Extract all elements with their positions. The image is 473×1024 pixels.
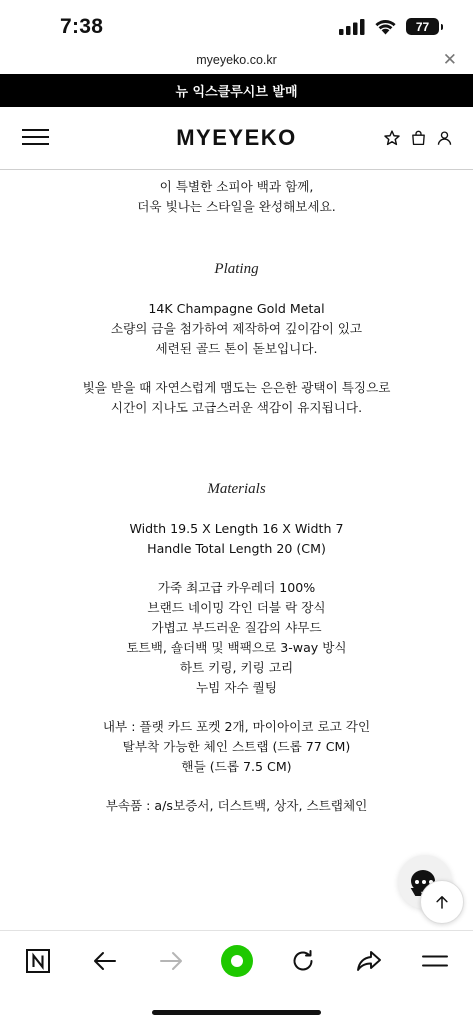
interior-line: 핸들 (드롭 7.5 CM): [181, 759, 292, 774]
arrow-up-icon: [433, 893, 451, 911]
back-arrow-icon[interactable]: [89, 945, 121, 977]
plating-line: 14K Champagne Gold Metal: [148, 301, 325, 316]
plating-line: 시간이 지나도 고급스러운 색감이 유지됩니다.: [110, 400, 363, 415]
site-logo[interactable]: MYEYEKO: [176, 125, 297, 150]
materials-heading: Materials: [207, 481, 266, 497]
product-description: [0, 170, 473, 930]
feature-line: 가볍고 부드러운 질감의 샤무드: [151, 620, 322, 635]
cellular-signal-icon: [339, 19, 365, 35]
header-icons: [383, 129, 453, 147]
naver-n-icon[interactable]: [22, 945, 54, 977]
size-line: Width 19.5 X Length 16 X Width 7: [129, 521, 344, 536]
plating-heading: Plating: [214, 261, 259, 277]
intro-line: 더욱 빛나는 스타일을 완성해보세요.: [137, 199, 336, 214]
accessories-line: 부속품 : a/s보증서, 더스트백, 상자, 스트랩체인: [105, 798, 368, 813]
refresh-icon[interactable]: [287, 945, 319, 977]
share-icon[interactable]: [353, 945, 385, 977]
browser-url-bar[interactable]: [0, 50, 473, 74]
wifi-icon: [374, 19, 397, 35]
star-icon[interactable]: [383, 129, 401, 147]
status-bar: [0, 0, 473, 50]
plating-line: 소량의 금을 첨가하여 제작하여 깊이감이 있고: [110, 321, 363, 336]
status-icons: [339, 18, 439, 35]
feature-line: 브랜드 네이밍 각인 더블 락 장식: [147, 600, 326, 615]
announcement-bar[interactable]: 뉴 익스클루시브 발매: [0, 74, 473, 107]
menu-icon[interactable]: [419, 945, 451, 977]
site-header: [0, 107, 473, 170]
home-indicator: [152, 1010, 321, 1015]
close-icon[interactable]: ✕: [442, 50, 457, 70]
feature-line: 토트백, 숄더백 및 백팩으로 3-way 방식: [126, 640, 347, 655]
interior-line: 탈부착 가능한 체인 스트랩 (드롭 77 CM): [122, 739, 351, 754]
feature-line: 가죽 최고급 카우레더 100%: [157, 580, 316, 595]
shopping-bag-icon[interactable]: [410, 129, 427, 147]
interior-line: 내부 : 플랫 카드 포켓 2개, 마이아이코 로고 각인: [102, 719, 371, 734]
user-icon[interactable]: [436, 129, 453, 147]
plating-line: 빛을 받을 때 자연스럽게 맴도는 은은한 광택이 특징으로: [82, 380, 391, 395]
feature-line: 누빔 자수 퀄팅: [196, 680, 277, 695]
feature-line: 하트 키링, 키링 고리: [179, 660, 294, 675]
intro-line: 이 특별한 소피아 백과 함께,: [159, 179, 314, 194]
browser-toolbar: [0, 930, 473, 991]
size-line: Handle Total Length 20 (CM): [147, 541, 326, 556]
scroll-top-button[interactable]: [420, 880, 464, 924]
url-text[interactable]: myeyeko.co.kr: [196, 53, 277, 67]
green-dot-icon[interactable]: [219, 943, 255, 979]
forward-arrow-icon[interactable]: [155, 945, 187, 977]
battery-indicator: 77: [406, 18, 439, 35]
plating-line: 세련된 골드 톤이 돋보입니다.: [155, 341, 318, 356]
status-time: 7:38: [60, 15, 104, 38]
